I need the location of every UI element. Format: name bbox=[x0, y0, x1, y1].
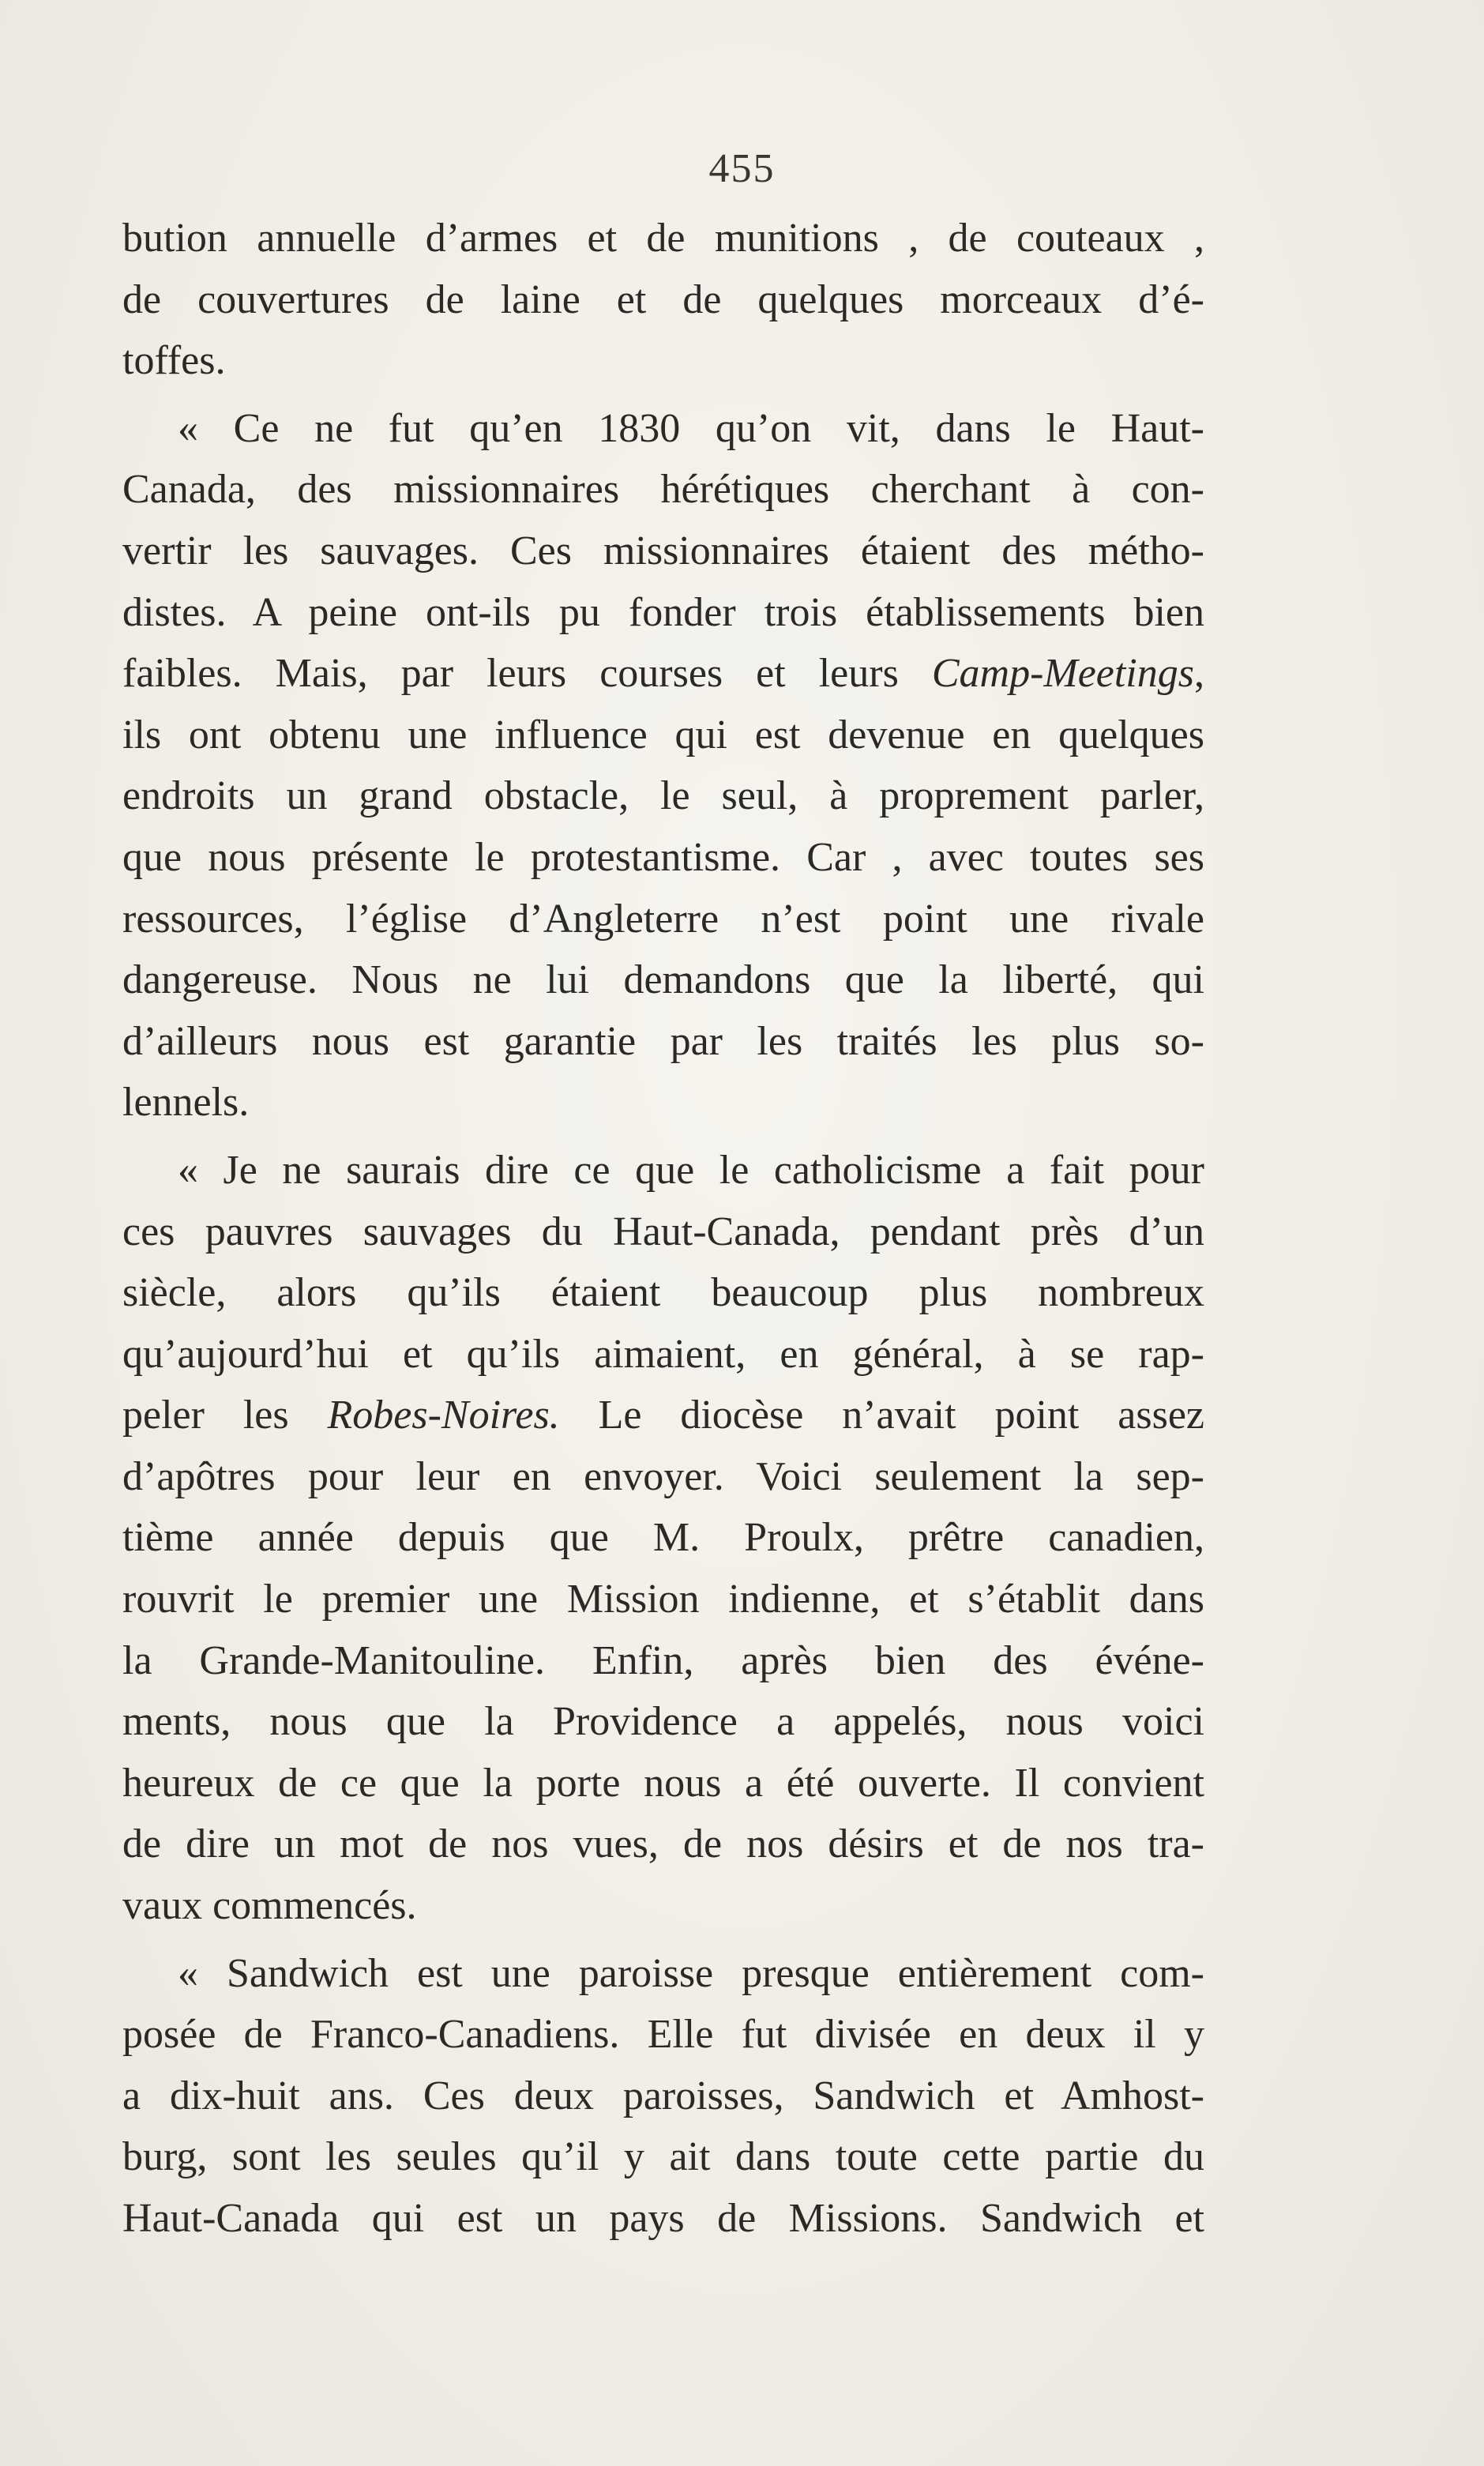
text-run: peler les bbox=[122, 1393, 328, 1438]
text-line: vertir les sauvages. Ces missionnaires étaient des métho- bbox=[122, 528, 1204, 573]
italic-term: Camp-Meetings bbox=[931, 651, 1194, 697]
text-line: dangereuse. Nous ne lui demandons que la liberté, qui bbox=[122, 957, 1204, 1003]
text-line: Haut-Canada qui est un pays de Missions. Sandwich et bbox=[122, 2196, 1204, 2241]
text-line: siècle, alors qu’ils étaient beaucoup plus nombreux bbox=[122, 1270, 1204, 1316]
text-line-with-italic bbox=[122, 1385, 1204, 1446]
text-line: « Je ne saurais dire ce que le catholicisme a fait pour bbox=[178, 1147, 1204, 1193]
text-run: faibles. Mais, par leurs courses et leurs bbox=[122, 651, 932, 697]
text-line: ces pauvres sauvages du Haut-Canada, pendant près d’un bbox=[122, 1209, 1204, 1254]
text-line: ressources, l’église d’Angleterre n’est point une rivale bbox=[122, 896, 1204, 942]
text-line: de dire un mot de nos vues, de nos désirs et de nos tra- bbox=[122, 1821, 1204, 1867]
text-line: ments, nous que la Providence a appelés, nous voici bbox=[122, 1699, 1204, 1745]
text-line: heureux de ce que la porte nous a été ouverte. Il convient bbox=[122, 1760, 1204, 1806]
text-line: « Sandwich est une paroisse presque entièrement com- bbox=[178, 1950, 1204, 1996]
page-number: 455 bbox=[708, 146, 776, 191]
text-line: tième année depuis que M. Proulx, prêtre canadien, bbox=[122, 1515, 1204, 1561]
text-line: que nous présente le protestantisme. Car , avec toutes ses bbox=[122, 834, 1204, 880]
text-line: distes. A peine ont-ils pu fonder trois établissements bien bbox=[122, 589, 1204, 635]
text-line: lennels. bbox=[122, 1080, 250, 1126]
text-line: de couvertures de laine et de quelques morceaux d’é- bbox=[122, 276, 1204, 322]
text-line: « Ce ne fut qu’en 1830 qu’on vit, dans le Haut- bbox=[178, 405, 1204, 451]
text-line: toffes. bbox=[122, 338, 226, 384]
text-line: bution annuelle d’armes et de munitions , de couteaux , bbox=[122, 216, 1204, 261]
text-run: Le diocèse n’avait point assez bbox=[559, 1393, 1205, 1438]
text-line: ils ont obtenu une influence qui est devenue en quelques bbox=[122, 712, 1204, 757]
text-run: , bbox=[1194, 651, 1204, 697]
body-text bbox=[122, 208, 1204, 2250]
text-line: burg, sont les seules qu’il y ait dans toute cette partie du bbox=[122, 2134, 1204, 2180]
text-line: endroits un grand obstacle, le seul, à proprement parler, bbox=[122, 773, 1204, 819]
text-line: la Grande-Manitouline. Enfin, après bien des événe- bbox=[122, 1637, 1204, 1683]
text-line-with-italic bbox=[122, 643, 1204, 705]
text-line: d’ailleurs nous est garantie par les traités les plus so- bbox=[122, 1018, 1204, 1064]
text-line: a dix-huit ans. Ces deux paroisses, Sandwich et Amhost- bbox=[122, 2073, 1204, 2118]
italic-term: Robes-Noires. bbox=[327, 1393, 560, 1438]
text-line: Canada, des missionnaires hérétiques cherchant à con- bbox=[122, 467, 1204, 513]
text-line: posée de Franco-Canadiens. Elle fut divisée en deux il y bbox=[122, 2012, 1204, 2058]
text-line: vaux commencés. bbox=[122, 1883, 417, 1929]
text-line: qu’aujourd’hui et qu’ils aimaient, en général, à se rap- bbox=[122, 1331, 1204, 1377]
text-line: rouvrit le premier une Mission indienne, et s’établit dans bbox=[122, 1577, 1204, 1622]
text-line: d’apôtres pour leur en envoyer. Voici seulement la sep- bbox=[122, 1453, 1204, 1499]
